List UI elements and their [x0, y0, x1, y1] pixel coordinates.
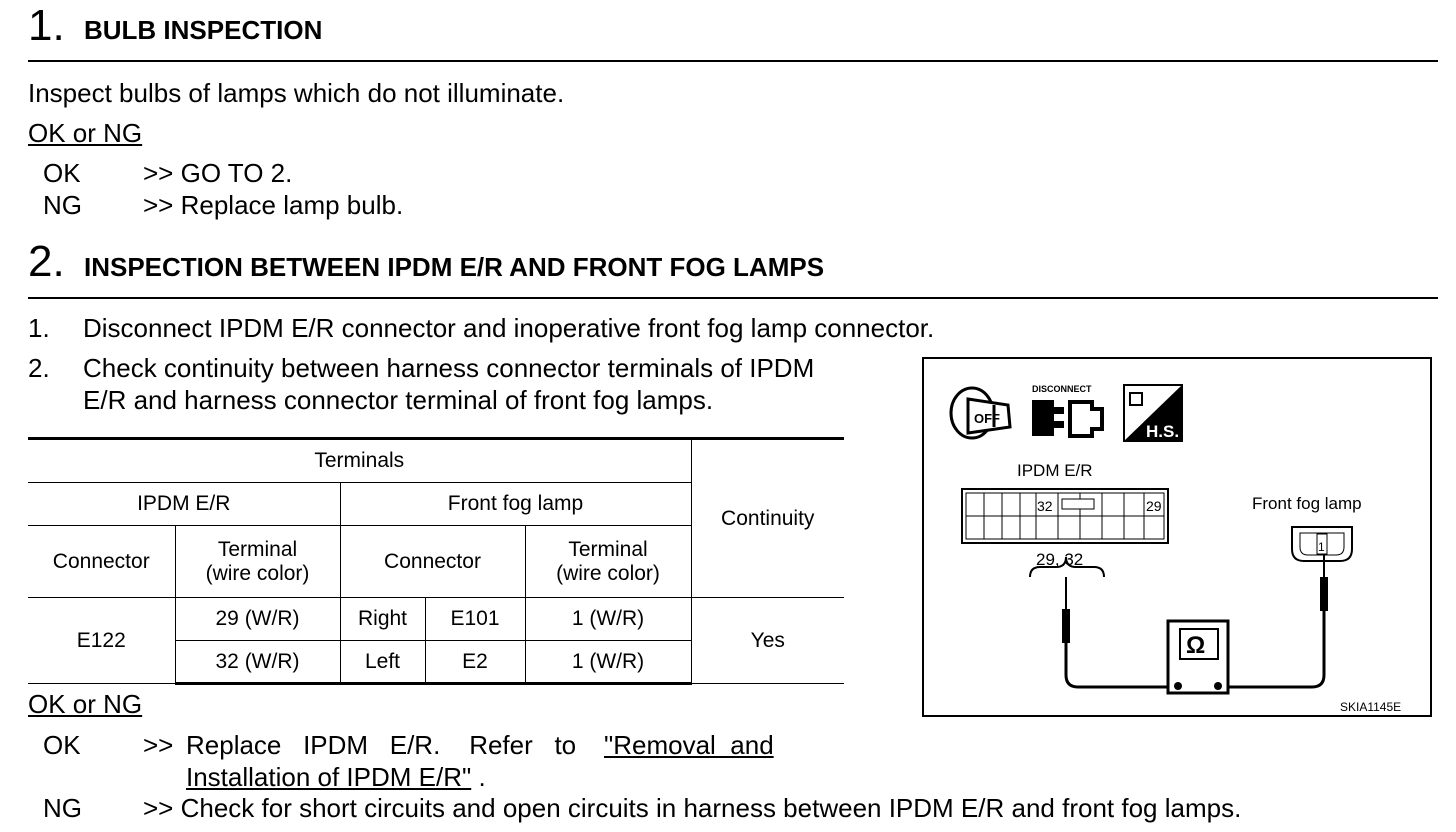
step2-title: INSPECTION BETWEEN IPDM E/R AND FRONT FOG LAMPS	[84, 252, 825, 282]
step2-ok-text-end: .	[471, 762, 486, 792]
header-terminal2-line1: Terminal	[568, 537, 648, 561]
step1-divider	[28, 60, 1438, 62]
step2-ng-label: NG	[43, 793, 82, 823]
off-label: OFF	[974, 411, 1000, 426]
ohmmeter-probe-right	[1216, 555, 1328, 687]
harness-side-icon	[1124, 385, 1182, 441]
cell-side: Left	[340, 641, 425, 684]
step2-ok-ng-heading: OK or NG	[28, 689, 143, 719]
continuity-table	[28, 437, 844, 685]
cell-side: Right	[340, 598, 425, 641]
meter-symbol: Ω	[1186, 632, 1206, 659]
step2-ok-label: OK	[43, 730, 81, 760]
step2-item1-text: Disconnect IPDM E/R connector and inoperative front fog lamp connector.	[83, 313, 935, 343]
ohmmeter-icon	[1168, 621, 1228, 693]
table-header-row	[28, 439, 844, 483]
figure-id: SKIA1145E	[1340, 700, 1402, 714]
cell-terminal: 29 (W/R)	[175, 598, 340, 641]
removal-installation-link-part1[interactable]: "Removal and	[604, 730, 774, 760]
cell-connector: E101	[425, 598, 525, 641]
fog-lamp-connector	[1292, 527, 1352, 561]
step2-number: 2.	[28, 237, 65, 286]
cell-fog-terminal: 1 (W/R)	[525, 598, 691, 641]
ipdm-label: IPDM E/R	[1017, 461, 1093, 480]
step1-ok-ng-heading: OK or NG	[28, 118, 143, 148]
step2-ok-text: Replace IPDM E/R. Refer to	[186, 730, 577, 760]
ohmmeter-probe-left	[1062, 577, 1174, 687]
fog-lamp-label: Front fog lamp	[1252, 494, 1362, 513]
ignition-off-icon	[951, 388, 1010, 438]
header-ipdm: IPDM E/R	[28, 483, 340, 526]
pin-32-label: 32	[1037, 498, 1053, 514]
terminals-label: 29, 32	[1036, 550, 1084, 569]
disconnect-label: DISCONNECT	[1032, 384, 1092, 394]
step1-ng-text: >> Replace lamp bulb.	[143, 190, 404, 220]
header-connector-2: Connector	[340, 526, 525, 598]
disconnect-icon	[1032, 384, 1102, 436]
step2-item2-number: 2.	[28, 353, 50, 383]
header-terminal-2	[525, 526, 691, 598]
table-row	[28, 598, 844, 641]
pin-29-label: 29	[1146, 498, 1162, 514]
header-terminals: Terminals	[28, 439, 691, 483]
continuity-diagram	[922, 357, 1432, 717]
fog-pin-label: 1	[1318, 540, 1325, 554]
step2-ok-prefix: >>	[143, 730, 174, 760]
cell-fog-terminal: 1 (W/R)	[525, 641, 691, 684]
step2-ok-line2	[186, 762, 486, 793]
header-terminal-line1: Terminal	[217, 537, 298, 561]
step1-ng-label: NG	[43, 190, 82, 220]
header-terminal-line2: (wire color)	[205, 561, 310, 585]
header-terminal2-line2: (wire color)	[556, 561, 660, 585]
step1-instruction: Inspect bulbs of lamps which do not illuminate.	[28, 78, 565, 108]
header-terminal	[175, 526, 340, 598]
step2-ng-text: >> Check for short circuits and open circuits in harness between IPDM E/R and front fog lamps.	[143, 793, 1242, 823]
cell-terminal: 32 (W/R)	[175, 641, 340, 684]
cell-connector: E2	[425, 641, 525, 684]
step2-item2-line2: E/R and harness connector terminal of front fog lamps.	[83, 385, 714, 415]
step1-ok-text: >> GO TO 2.	[143, 158, 293, 188]
cell-ipdm-connector: E122	[28, 598, 175, 684]
step1-ok-label: OK	[43, 158, 81, 188]
header-continuity: Continuity	[691, 439, 844, 598]
step2-item1-number: 1.	[28, 313, 50, 343]
step2-divider	[28, 297, 1438, 299]
removal-installation-link-part2[interactable]: Installation of IPDM E/R"	[186, 762, 472, 792]
step2-item2-line1: Check continuity between harness connector terminals of IPDM	[83, 353, 815, 383]
header-connector: Connector	[28, 526, 175, 598]
step1-number: 1.	[28, 1, 65, 50]
ipdm-connector	[962, 489, 1168, 543]
cell-continuity: Yes	[691, 598, 844, 684]
step1-title: BULB INSPECTION	[84, 15, 323, 45]
hs-label: H.S.	[1146, 422, 1180, 441]
header-front-fog-lamp: Front fog lamp	[340, 483, 691, 526]
